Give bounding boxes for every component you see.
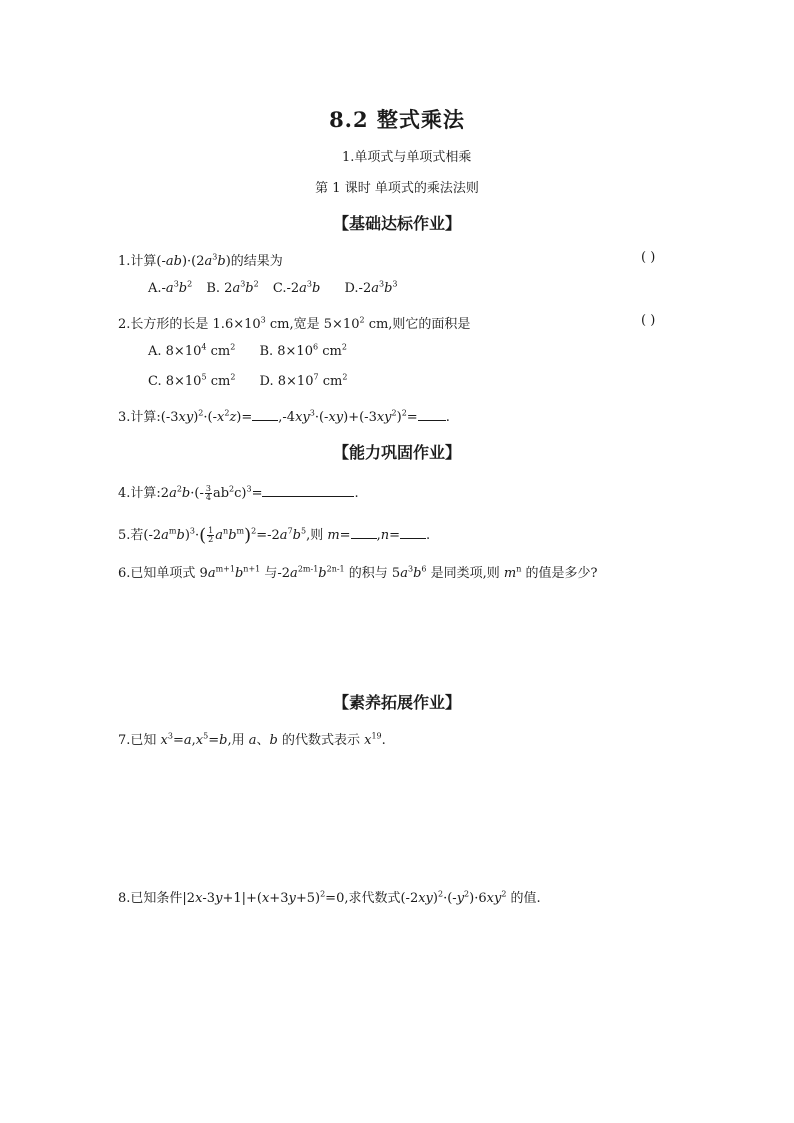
- option-b: B. $8\times 10^6$ $cm^2$: [259, 342, 347, 359]
- answer-blank[interactable]: [262, 484, 354, 497]
- question-1-options: [148, 281, 398, 296]
- question-5: 5.若$(-2a^mb)^3\cdot$( $\frac{1}{2}$ $a^nb^m)^2=-2a^7b^5$,则 m= ,n= .: [118, 525, 431, 546]
- answer-blank[interactable]: [252, 408, 278, 421]
- option-d: $D.-2a^3b^3$: [344, 279, 398, 296]
- answer-paren-2: ( ): [641, 313, 656, 328]
- section-subtitle: 1.单项式与单项式相乘: [342, 150, 472, 165]
- answer-blank[interactable]: [418, 408, 446, 421]
- question-2-options-row-1: [148, 344, 347, 359]
- section-extension: 【素养拓展作业】: [332, 693, 461, 712]
- option-b: B. $2a^3b^2$: [206, 279, 259, 296]
- question-8: 8.已知条件$|2x-3y+1|+(x+3y+5)^2=0$,求代数式$(-2xy)^2\cdot(-y^2)\cdot 6xy^2$ 的值.: [118, 889, 541, 906]
- option-a: $A.-a^3b^2$: [148, 279, 193, 296]
- fraction: $\frac{1}{2}$: [208, 526, 214, 544]
- question-6: 6.已知单项式 $9a^{m+1}b^{n+1}$ 与$-2a^{2m-1}b^{2n-1}$ 的积与 $5a^3b^6$ 是同类项,则 $m^n$ 的值是多少?: [118, 564, 598, 581]
- page-title: 8.2 整式乘法: [329, 107, 465, 132]
- answer-paren-1: ( ): [641, 250, 656, 265]
- option-d: D. $8\times 10^7$ $cm^2$: [259, 372, 348, 389]
- question-7: 7.已知 $x^3=a,x^5=b$,用 a、b 的代数式表示 $x^{19}$.: [118, 731, 386, 748]
- option-c: $C.-2a^3b$: [272, 279, 321, 296]
- answer-blank[interactable]: [351, 526, 377, 539]
- lesson-title: 第 1 课时 单项式的乘法法则: [315, 181, 479, 196]
- section-ability: 【能力巩固作业】: [332, 443, 461, 462]
- fraction: $\frac{3}{4}$: [205, 484, 211, 502]
- question-3: 3.计算$:(-3xy)^2\cdot(-x^2z)= ,-4xy^3\cdot(-xy)+(-3xy^2)^2=$ .: [118, 408, 450, 425]
- question-2: 2.长方形的长是 $1.6\times 10^3$ cm,宽是 $5\times 10^2$ cm,则它的面积是: [118, 315, 471, 332]
- question-1: 1.计算$(-ab)\cdot(2a^3b)$的结果为: [118, 252, 283, 269]
- question-2-options-row-2: [148, 374, 347, 389]
- section-basic: 【基础达标作业】: [332, 214, 461, 233]
- answer-blank[interactable]: [400, 526, 426, 539]
- question-4: 4.计算$:2a^2b\cdot(-$ $\frac{3}{4}$ $ab^2c)^3=$ .: [118, 484, 359, 502]
- option-c: C. $8\times 10^5$ $cm^2$: [148, 372, 236, 389]
- option-a: A. $8\times 10^4$ $cm^2$: [148, 342, 236, 359]
